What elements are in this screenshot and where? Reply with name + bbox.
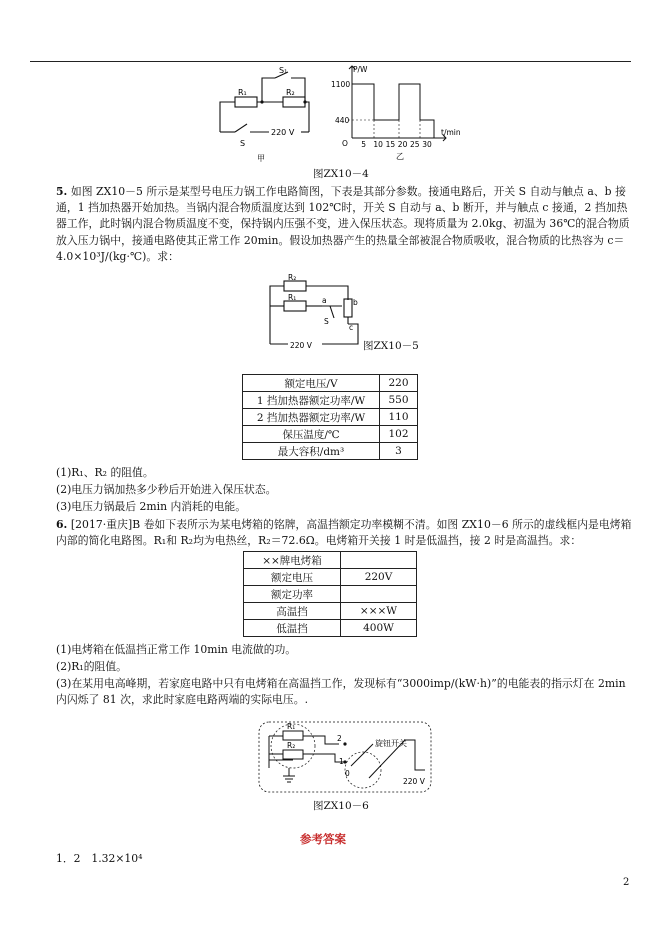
graph-origin: O (342, 139, 348, 148)
label-s: S (240, 139, 246, 148)
circuit-diagram-jia (205, 64, 315, 164)
table-row: 高温挡 ×××W (244, 603, 417, 620)
question-6-body: [2017·重庆]B 卷如下表所示为某电烤箱的铭牌，高温挡额定功率模糊不清。如图 ZX10－6 所示的虚线框内是电烤箱内部的简化电路图。R₁和 R₂均为电热丝，R₂＝72.6Ω。电烤箱开关接 1 时是低温挡，接 2 时是高温挡。求： (56, 518, 632, 548)
graph-y440: 440 (335, 116, 350, 125)
answers-title: 参考答案 (300, 832, 346, 846)
fig5-r2: R₂ (288, 273, 297, 282)
label-s1: S₁ (279, 66, 288, 75)
label-voltage: 220 V (271, 128, 295, 137)
table-row: ××牌电烤箱 (244, 552, 417, 569)
fig6-terminal-0: 0 (345, 769, 350, 778)
question-5-body: 如图 ZX10－5 所示是某型号电压力锅工作电路简图，下表是其部分参数。接通电路后，开关 S 自动与触点 a、b 接通，1 挡加热器开始加热。当锅内混合物质温度达到 102℃时，开关 S 自动与 a、b 断开，并与触点 c 接通，2 挡加热器工作，此时锅内混合物质温度不变，保持锅内压强不变，进入保压状态。现将质量为 2.0kg、初温为 36℃的混合物质放入压力锅中，接通电路使其正常工作 20min。假设加热器产生的热量全部被混合物质吸收，混合物质的比热容为 c＝4.0×10³J/(kg·℃)。求： (56, 185, 630, 263)
fig6-switch-label: 旋钮开关 (375, 739, 407, 748)
table-row: 2 挡加热器额定功率/W 110 (243, 409, 418, 426)
figure-caption-zx10-4: 图ZX10－4 (313, 168, 369, 180)
question-5-sub-2: (2)电压力锅加热多少秒后开始进入保压状态。 (56, 483, 277, 496)
table-row: 额定电压/V 220 (243, 375, 418, 392)
question-6-text (56, 517, 632, 549)
question-6-sub-2: (2)R₁的阻值。 (56, 660, 127, 673)
fig6-terminal-1: 1 (339, 757, 344, 766)
oven-nameplate-table (243, 551, 417, 637)
table-row: 额定功率 (244, 586, 417, 603)
oven-circuit-diagram (255, 718, 435, 796)
pressure-cooker-spec-table (242, 374, 418, 460)
graph-xtick: 20 (397, 140, 408, 149)
graph-xtick: 10 (373, 140, 383, 149)
question-5-sub-1: (1)R₁、R₂ 的阻值。 (56, 466, 154, 479)
graph-xtick: 5 (361, 140, 366, 149)
table-row: 额定电压 220V (244, 569, 417, 586)
question-6-sub-1: (1)电烤箱在低温挡正常工作 10min 电流做的功。 (56, 643, 297, 656)
graph-xtick: 15 (385, 140, 396, 149)
label-r1: R₁ (238, 88, 247, 97)
figure-caption-zx10-5: 图ZX10－5 (363, 340, 419, 352)
question-5-sub-3: (3)电压力锅最后 2min 内消耗的电能。 (56, 500, 247, 513)
page-number: 2 (623, 877, 630, 888)
label-yi: 乙 (396, 152, 404, 161)
question-5-number: 5. (56, 185, 68, 198)
power-time-graph (328, 62, 461, 166)
fig6-terminal-2: 2 (337, 734, 342, 743)
graph-ylabel: P/W (353, 65, 368, 74)
fig6-voltage: 220 V (403, 777, 425, 786)
question-6-number: 6. (56, 518, 68, 531)
fig5-r1: R₁ (288, 293, 297, 302)
question-6-sub-3: (3)在某用电高峰期，若家庭电路中只有电烤箱在高温挡工作，发现标有“3000imp/(kW·h)”的电能表的指示灯在 2min 内闪烁了 81 次，求此时家庭电路两端的实际电压。. (56, 677, 626, 707)
table-row: 最大容积/dm³ 3 (243, 443, 418, 460)
fig6-r2: R₂ (287, 741, 296, 750)
figure-caption-zx10-6: 图ZX10－6 (313, 800, 369, 812)
table-row: 保压温度/℃ 102 (243, 426, 418, 443)
fig5-voltage: 220 V (290, 341, 312, 350)
fig6-r1: R₁ (287, 722, 296, 731)
fig5-b: b (353, 298, 358, 307)
label-jia: 甲 (257, 154, 265, 163)
label-r2: R₂ (286, 88, 295, 97)
graph-xtick: 25 (410, 140, 420, 149)
graph-y1100: 1100 (331, 80, 351, 89)
fig5-c: c (349, 323, 354, 332)
answer-line-1: 1．2 1.32×10⁴ (56, 852, 143, 865)
graph-xtick: 30 (422, 140, 432, 149)
fig5-a: a (322, 296, 327, 305)
question-5-text (56, 184, 632, 265)
table-row: 1 挡加热器额定功率/W 550 (243, 392, 418, 409)
graph-xlabel: t/min (441, 128, 461, 137)
table-row: 低温挡 400W (244, 620, 417, 637)
fig5-s: S (324, 317, 329, 326)
circuit-diagram-zx10-5 (262, 272, 370, 354)
